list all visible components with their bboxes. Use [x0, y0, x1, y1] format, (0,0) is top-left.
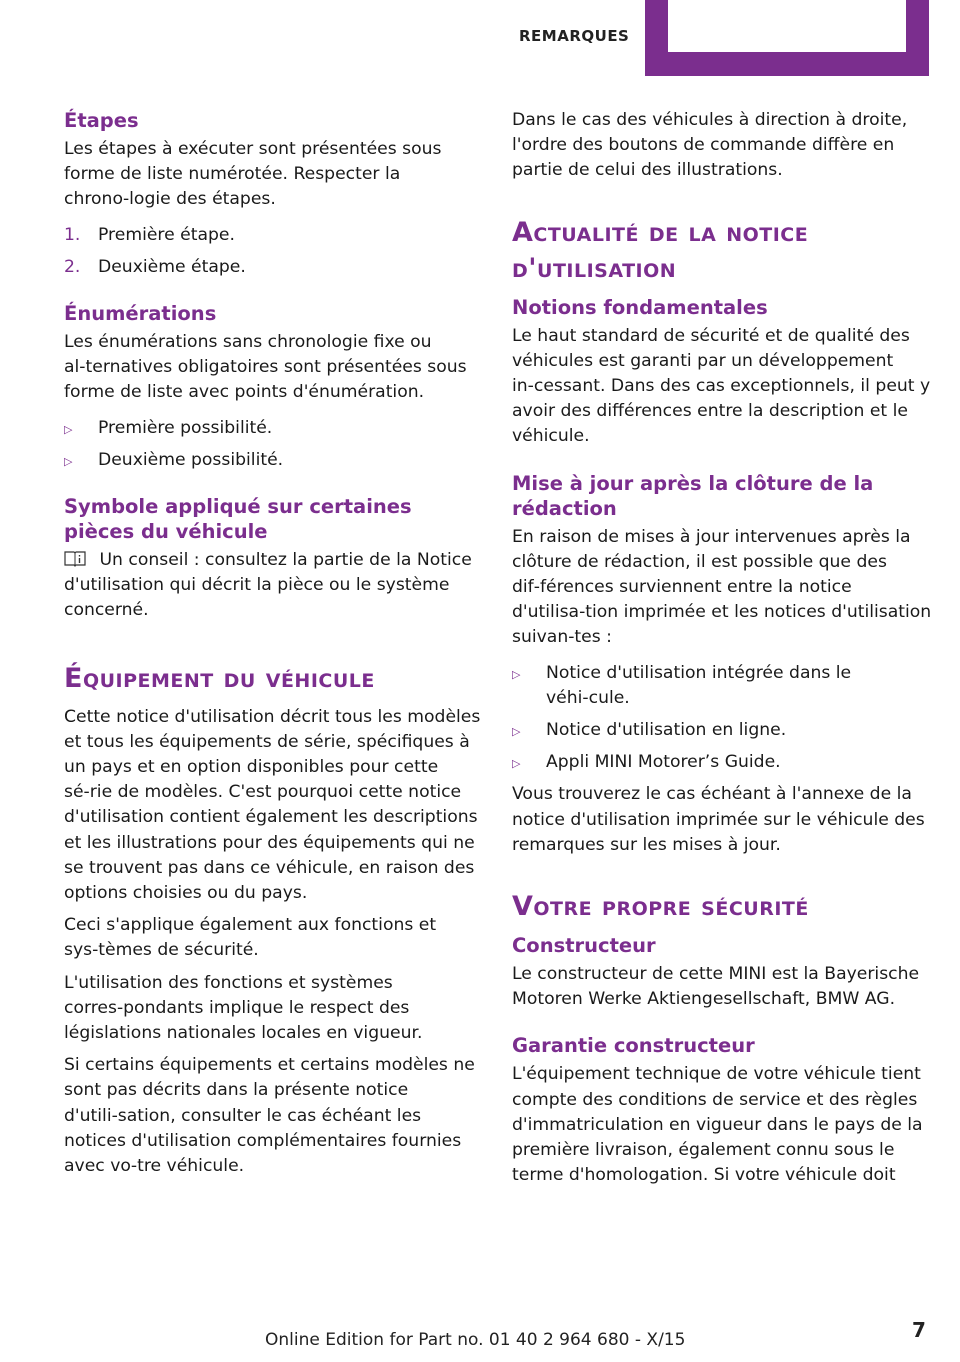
paragraph-equipement-3: L'utilisation des fonctions et systèmes corres‑pondants implique le respect des législations nationales locales en vigueur. — [64, 972, 423, 1044]
heading-enumerations: Énumérations — [64, 302, 217, 326]
paragraph-etapes: Les étapes à exécuter sont présentées sous forme de liste numérotée. Respecter la chrono‑logie des étapes. — [64, 139, 442, 210]
heading-actualite: Actualité de la notice d'utilisation — [512, 216, 809, 284]
list-item-text: Première possibilité. — [98, 417, 273, 438]
heading-mise-a-jour: Mise à jour après la clôture de la rédaction — [512, 471, 874, 520]
bullet-list — [512, 661, 932, 776]
header-accent-box-inner — [668, 0, 906, 52]
heading-garantie: Garantie constructeur — [512, 1034, 755, 1058]
heading-constructeur: Constructeur — [512, 934, 656, 958]
triangle-bullet-icon: ▷ — [64, 422, 73, 436]
heading-notions: Notions fondamentales — [512, 295, 768, 319]
triangle-bullet-icon: ▷ — [512, 725, 521, 739]
paragraph-notions: Le haut standard de sécurité et de qualité des véhicules est garanti par un développement in‑cessant. Dans des cas exceptionnels, il peut y avoir des différences entre la description et le véhicule. — [512, 325, 931, 447]
triangle-bullet-icon: ▷ — [512, 757, 521, 771]
heading-equipement: Équipement du véhicule — [64, 662, 375, 694]
list-item — [512, 661, 932, 711]
list-item — [512, 750, 932, 775]
list-number: 2. — [64, 256, 81, 277]
page-number: 7 — [912, 1318, 926, 1342]
list-item — [512, 718, 932, 743]
paragraph-equipement-2: Ceci s'applique également aux fonctions et sys‑tèmes de sécurité. — [64, 915, 437, 961]
paragraph-constructeur: Le constructeur de cette MINI est la Bayerische Motoren Werke Aktiengesellschaft, BMW AG. — [512, 964, 920, 1010]
list-item-text: Deuxième possibilité. — [98, 449, 284, 470]
header-section-label: REMARQUES — [519, 27, 630, 45]
list-item-text: Notice d'utilisation intégrée dans le véhi‑cule. — [546, 662, 852, 708]
heading-etapes: Étapes — [64, 109, 139, 132]
paragraph-enumerations: Les énumérations sans chronologie fixe ou al‑ternatives obligatoires sont présentées sous forme de liste avec points d'énumération. — [64, 332, 467, 403]
heading-securite: Votre propre sécurité — [512, 891, 809, 923]
paragraph-symbole — [64, 548, 484, 624]
book-info-icon — [64, 550, 86, 567]
bullet-list — [64, 416, 484, 473]
list-number: 1. — [64, 224, 81, 245]
list-item-text: Notice d'utilisation en ligne. — [546, 720, 787, 741]
list-item-text: Première étape. — [98, 224, 235, 245]
left-column — [64, 108, 484, 1186]
triangle-bullet-icon: ▷ — [512, 667, 521, 681]
list-item-text: Appli MINI Motorer’s Guide. — [546, 752, 781, 773]
paragraph-mise-a-jour: En raison de mises à jour intervenues après la clôture de rédaction, il est possible que des dif‑férences surviennent entre la notice d'utilisa‑tion imprimée et les notices d'utilisation suivan‑tes : — [512, 526, 932, 648]
list-item-text: Deuxième étape. — [98, 256, 246, 277]
numbered-list — [64, 223, 484, 280]
list-item — [64, 223, 484, 248]
paragraph-mise-a-jour-after: Vous trouverez le cas échéant à l'annexe de la notice d'utilisation imprimée sur le véhicule des remarques sur les mises à jour. — [512, 784, 925, 855]
triangle-bullet-icon: ▷ — [64, 454, 73, 468]
paragraph-garantie: L'équipement technique de votre véhicule tient compte des conditions de service et des règles d'immatriculation en vigueur dans le pays de la première livraison, également connu sous le terme d'homologation. Si votre véhicule doit — [512, 1064, 923, 1186]
paragraph-equipement-4: Si certains équipements et certains modèles ne sont pas décrits dans la présente notice d'utili‑sation, consulter le cas échéant les notices d'utilisation complémentaires fournies avec vo‑tre véhicule. — [64, 1055, 475, 1177]
paragraph-intro: Dans le cas des véhicules à direction à droite, l'ordre des boutons de commande diffère en partie de celui des illustrations. — [512, 110, 908, 181]
header-accent-box — [645, 0, 929, 76]
right-column — [512, 108, 932, 1195]
list-item — [64, 255, 484, 280]
symbole-text: Un conseil : consultez la partie de la Notice d'utilisation qui décrit la pièce ou le système concerné. — [64, 550, 472, 621]
list-item — [64, 448, 484, 473]
heading-symbole: Symbole appliqué sur certaines pièces du véhicule — [64, 495, 412, 544]
list-item — [64, 416, 484, 441]
footer-edition: Online Edition for Part no. 01 40 2 964 680 - X/15 — [265, 1330, 686, 1350]
paragraph-equipement-1: Cette notice d'utilisation décrit tous les modèles et tous les équipements de série, spécifiques à un pays et en option disponibles pour cette sé‑rie de modèles. C'est pourquoi cette notice d'utilisation contient également les descriptions et les illustrations pour des équipements qui ne se trouvent pas dans ce véhicule, en raison des options choisies ou du pays. — [64, 706, 481, 904]
